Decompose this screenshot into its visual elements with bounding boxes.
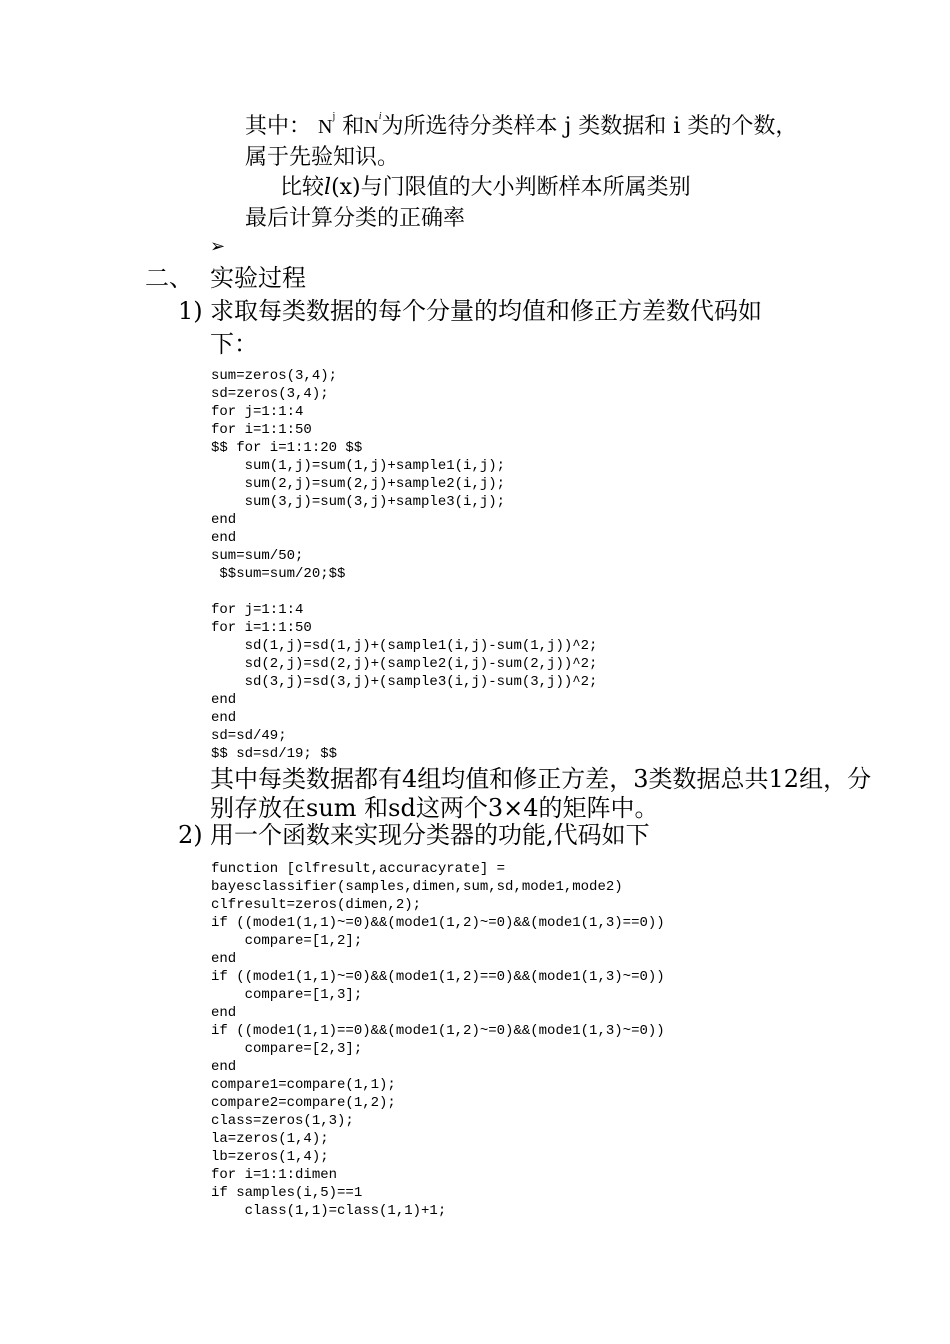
section-title: 实验过程 [210, 264, 306, 292]
code-block-mean-variance: sum=zeros(3,4); sd=zeros(3,4); for j=1:1:4 for i=1:1:50 $$ for i=1:1:20 $$ sum(1,j)=sum(1,j)+sample1(i,j); sum(2,j)=sum(2,j)+sample2(i,j); sum(3,j)=sum(3,j)+sample3(i,j); end end sum=sum/50; $$sum=sum/20;$$ for j=1:1:4 for i=1:1:50 sd(1,j)=sd(1,j)+(sample1(i,j)-sum(1,j))^2; sd(2,j)=sd(2,j)+(sample2(i,j)-sum(2,j))^2; sd(3,j)=sd(3,j)+(sample3(i,j)-sum(3,j))^2; end end sd=sd/49; $$ sd=sd/19; $$ [211, 368, 598, 762]
intro-compare: 比较 [280, 175, 325, 200]
intro-and: 和 [342, 114, 365, 139]
function-arg: (x) [331, 175, 361, 200]
intro-line-3 [280, 173, 691, 203]
intro-line-2: 属于先验知识。 [245, 145, 400, 170]
step1-note-line1: 其中每类数据都有4组均值和修正方差，3类数据总共12组，分 [210, 765, 872, 793]
section-number: 二、 [145, 264, 193, 292]
step1-title-line1: 求取每类数据的每个分量的均值和修正方差数代码如 [210, 297, 762, 325]
symbol-n-i: $N^i$ [364, 111, 382, 138]
step2-number: 2) [178, 821, 203, 849]
intro-label-where: 其中： [245, 114, 312, 139]
intro-text-3: 与门限值的大小判断样本所属类别 [360, 175, 691, 200]
code-block-classifier: function [clfresult,accuracyrate] = bayesclassifier(samples,dimen,sum,sd,mode1,mode2) clfresult=zeros(dimen,2); if ((mode1(1,1)~=0)&&(mode1(1,2)~=0)&&(mode1(1,3)==0)) compare=[1,2]; end if ((mode1(1,1)~=0)&&(mode1(1,2)==0)&&(mode1(1,3)~=0)) compare=[1,3]; end if ((mode1(1,1)==0)&&(mode1(1,2)~=0)&&(mode1(1,3)~=0)) compare=[2,3]; end compare1=compare(1,1); compare2=compare(1,2); class=zeros(1,3); la=zeros(1,4); lb=zeros(1,4); for i=1:1:dimen if samples(i,5)==1 class(1,1)=class(1,1)+1; [211, 861, 665, 1219]
intro-line-1 [245, 112, 797, 146]
step1-note-line2: 别存放在sum 和sd这两个3×4的矩阵中。 [210, 794, 659, 822]
intro-line-4: 最后计算分类的正确率 [245, 206, 466, 231]
symbol-n-j: $N^j$ [318, 111, 336, 138]
step2-title: 用一个函数来实现分类器的功能,代码如下 [210, 821, 650, 849]
arrow-bullet-icon: ➢ [210, 236, 226, 257]
step1-number: 1) [178, 297, 203, 325]
step1-title-line2: 下： [210, 330, 258, 358]
intro-text-1: 为所选待分类样本 j 类数据和 i 类的个数， [381, 114, 798, 139]
function-l: l [324, 175, 332, 200]
